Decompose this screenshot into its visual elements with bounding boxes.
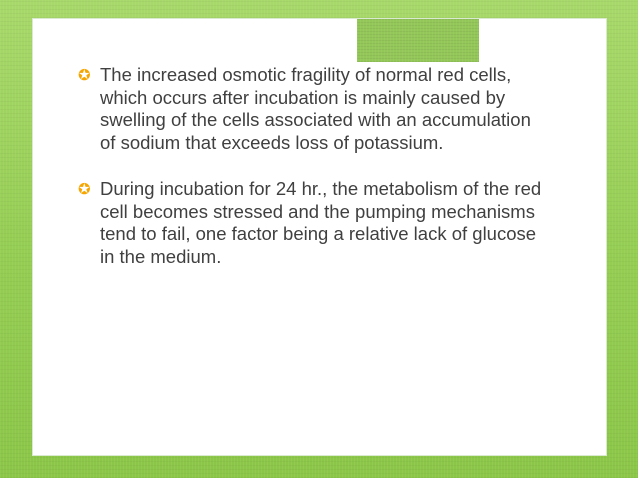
- bullet-list: [78, 64, 548, 268]
- bullet-ring-icon: ✪: [78, 66, 91, 84]
- bullet-ring-icon: ✪: [78, 180, 91, 198]
- bullet-item: [78, 178, 548, 268]
- bullet-item: [78, 64, 548, 154]
- corner-tab-decoration: [355, 19, 481, 64]
- bullet-text: The increased osmotic fragility of normal red cells, which occurs after incubation is mainly caused by swelling of the cells associated with an accumulation of sodium that exceeds loss of potassium.: [100, 64, 531, 153]
- bullet-text: During incubation for 24 hr., the metabolism of the red cell becomes stressed and the pumping mechanisms tend to fail, one factor being a relative lack of glucose in the medium.: [100, 178, 542, 267]
